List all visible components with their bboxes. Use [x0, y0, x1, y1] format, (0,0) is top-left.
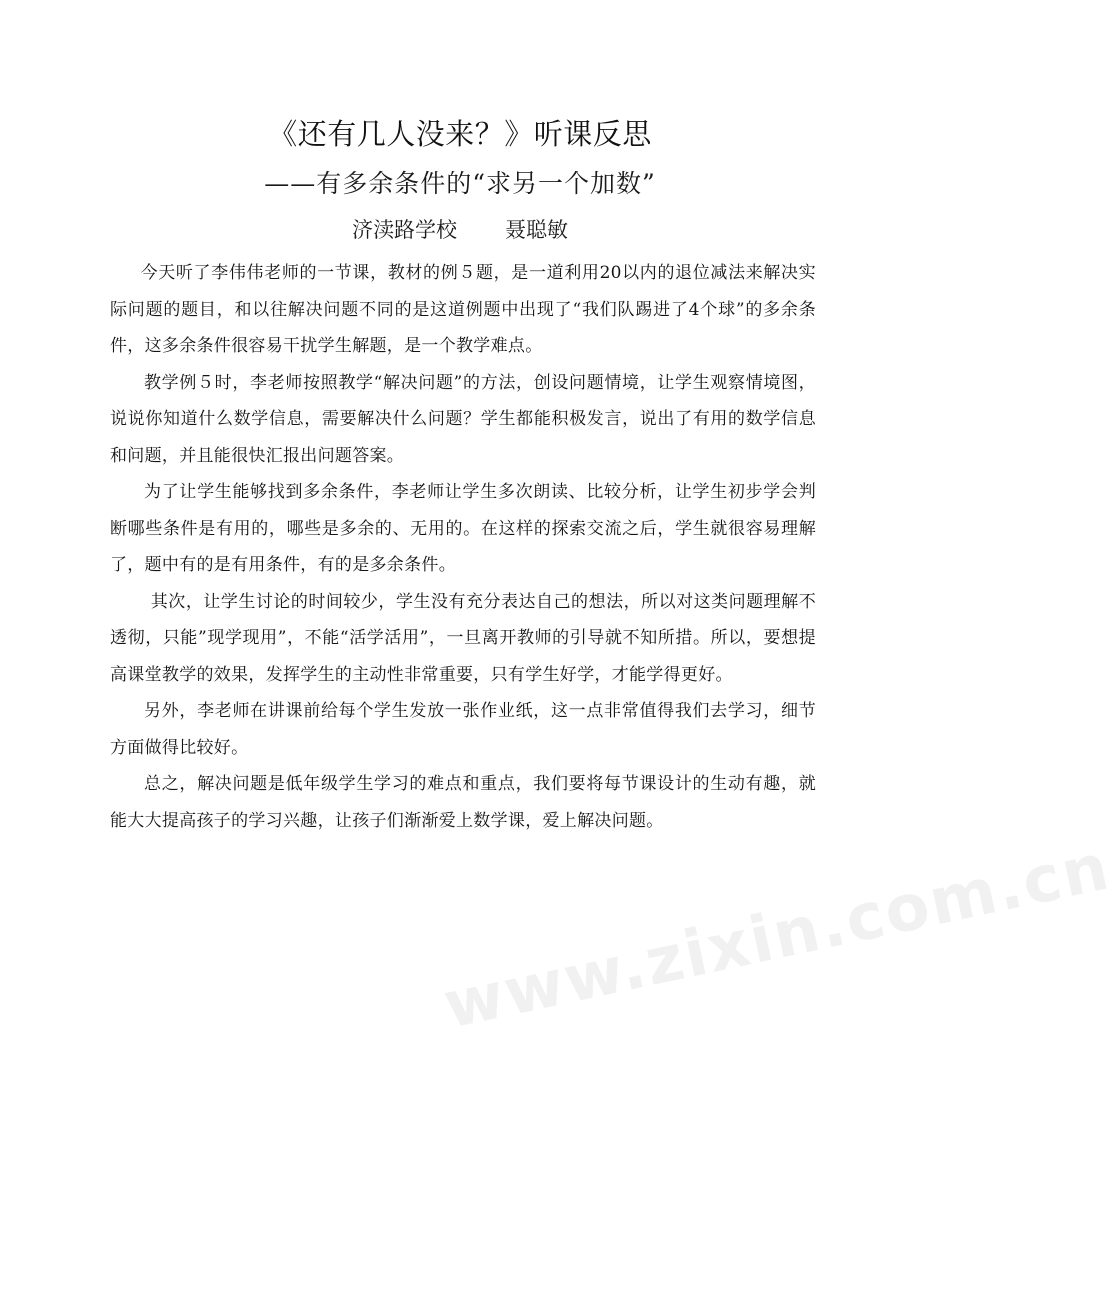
school-name: 济渎路学校 [352, 218, 457, 242]
document-subtitle: ——有多余条件的“求另一个加数” [264, 169, 656, 198]
paragraph-2: 教学例５时，李老师按照教学“解决问题”的方法，创设问题情境，让学生观察情境图，说说你知道什么数学信息，需要解决什么问题？学生都能积极发言，说出了有用的数学信息和问题，并且能很快汇报出问题答案。 [110, 372, 816, 466]
author-name: 聂聪敏 [505, 218, 568, 242]
document-body [110, 255, 816, 839]
document-title: 《还有几人没来？》听课反思 [268, 117, 652, 151]
paragraph-3: 为了让学生能够找到多余条件，李老师让学生多次朗读、比较分析，让学生初步学会判断哪些条件是有用的，哪些是多余的、无用的。在这样的探索交流之后，学生就很容易理解了，题中有的是有用条件，有的是多余条件。 [110, 482, 816, 575]
watermark-text: www.zixin.com.cn [437, 830, 1117, 1044]
paragraph-1: 今天听了李伟伟老师的一节课，教材的例５题，是一道利用20以内的退位减法来解决实际问题的题目，和以往解决问题不同的是这道例题中出现了“我们队踢进了4个球”的多余条件，这多余条件很容易干扰学生解题，是一个教学难点。 [110, 263, 816, 356]
paragraph-4: 其次，让学生讨论的时间较少，学生没有充分表达自己的想法，所以对这类问题理解不透彻，只能”现学现用”，不能“活学活用”，一旦离开教师的引导就不知所措。所以，要想提高课堂教学的效果，发挥学生的主动性非常重要，只有学生好学，才能学得更好。 [110, 591, 816, 685]
byline [0, 212, 920, 248]
paragraph-6: 总之，解决问题是低年级学生学习的难点和重点，我们要将每节课设计的生动有趣，就能大大提高孩子的学习兴趣，让孩子们渐渐爱上数学课，爱上解决问题。 [110, 774, 816, 831]
paragraph-5: 另外，李老师在讲课前给每个学生发放一张作业纸，这一点非常值得我们去学习，细节方面做得比较好。 [110, 701, 816, 758]
